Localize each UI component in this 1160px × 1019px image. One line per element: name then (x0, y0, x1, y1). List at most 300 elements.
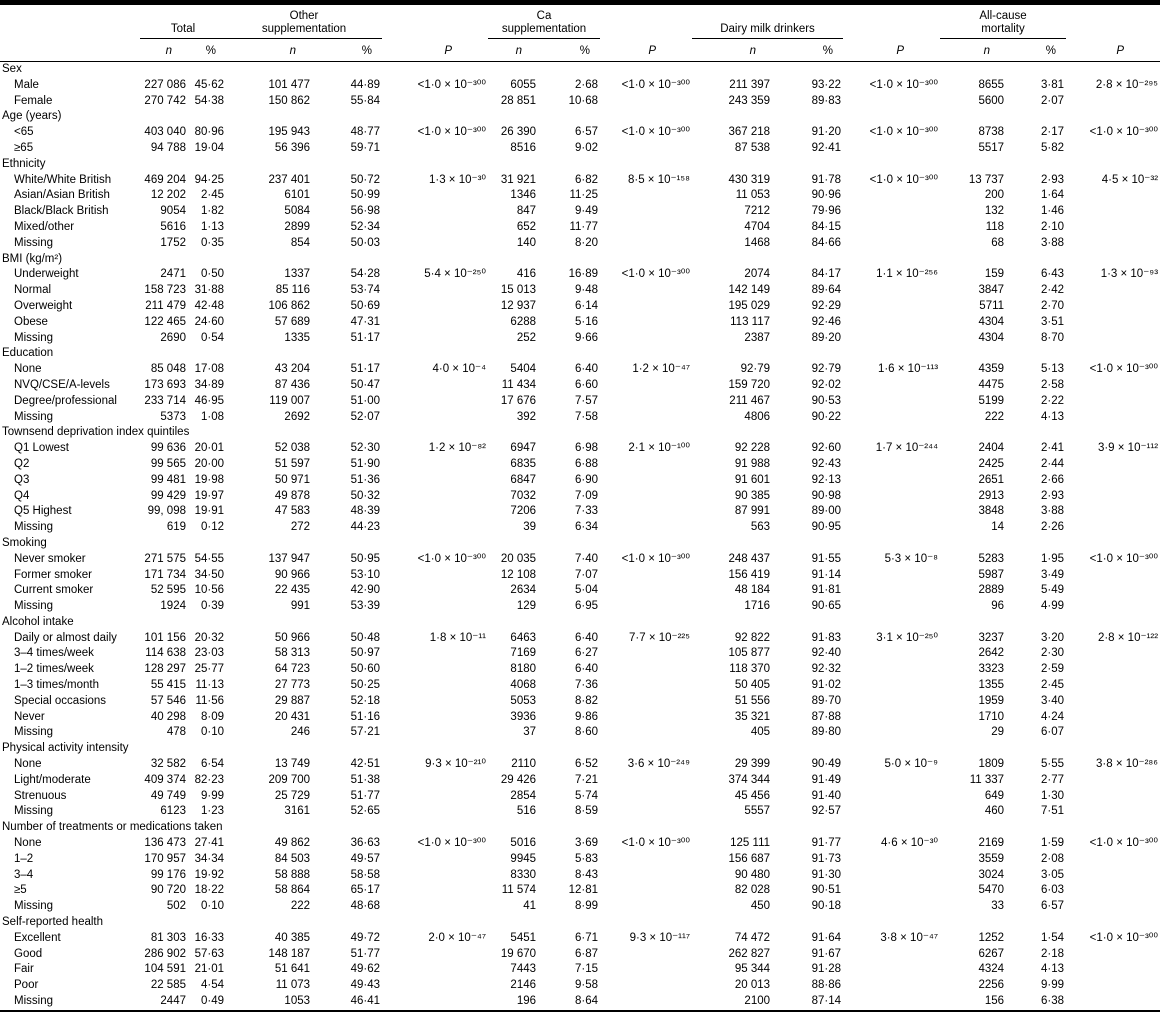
row-label: Missing (14, 410, 53, 423)
cell-other-supplementation-p: 5·4 × 10⁻²⁵⁰ (424, 268, 487, 281)
group-row (0, 536, 1160, 552)
cell-mortality-pct: 1·30 (1041, 789, 1065, 802)
cell-dairy-milk-n: 50 405 (734, 679, 771, 692)
table-row (0, 520, 1160, 536)
cell-total-pct: 1·23 (200, 805, 225, 818)
cell-total-n: 2447 (160, 995, 186, 1008)
cell-mortality-n: 29 (991, 726, 1005, 739)
row-label: Overweight (14, 299, 73, 312)
cell-other-supplementation-p (382, 473, 488, 489)
cell-total-n: 9054 (160, 205, 186, 218)
cell-mortality-n: 5470 (978, 884, 1005, 897)
cell-ca-supplementation-n: 4068 (510, 679, 537, 692)
header-total-n: n (140, 39, 188, 62)
cell-other-supplementation-p (382, 394, 488, 410)
cell-dairy-milk-p (843, 583, 940, 599)
row-label: <65 (14, 126, 34, 139)
cell-mortality-n: 3323 (978, 663, 1005, 676)
row-label: Obese (14, 315, 48, 328)
cell-other-supplementation-p (382, 678, 488, 694)
cell-dairy-milk-pct: 92·02 (811, 378, 842, 391)
header-dairy-milk-pct: % (772, 39, 843, 62)
cell-total-n: 469 204 (144, 173, 186, 186)
cell-other-supplementation-n: 58 888 (274, 868, 311, 881)
cell-ca-supplementation-p: 1·2 × 10⁻⁴⁷ (632, 363, 691, 376)
cell-dairy-milk-pct: 91·14 (811, 568, 842, 581)
cell-ca-supplementation-p: 9·3 × 10⁻¹¹⁷ (629, 931, 691, 944)
row-label: 1–2 (14, 852, 34, 865)
cell-total-pct: 23·03 (194, 647, 225, 660)
row-label: ≥5 (14, 884, 27, 897)
cell-ca-supplementation-n: 6947 (510, 442, 537, 455)
table-row (0, 725, 1160, 741)
table-row (0, 694, 1160, 710)
cell-total-n: 136 473 (144, 837, 186, 850)
cell-other-supplementation-n: 29 887 (274, 694, 311, 707)
cell-other-supplementation-n: 246 (290, 726, 311, 739)
cell-ca-supplementation-n: 20 035 (500, 552, 537, 565)
cell-other-supplementation-n: 49 878 (274, 489, 311, 502)
cell-total-n: 122 465 (144, 315, 186, 328)
cell-dairy-milk-pct: 91·77 (811, 837, 842, 850)
cell-dairy-milk-n: 11 053 (735, 189, 771, 202)
cell-dairy-milk-n: 4704 (744, 220, 771, 233)
cell-dairy-milk-n: 51 556 (734, 694, 771, 707)
cell-ca-supplementation-n: 652 (516, 220, 537, 233)
cell-other-supplementation-p: <1·0 × 10⁻³⁰⁰ (417, 837, 487, 850)
cell-other-supplementation-n: 50 966 (274, 631, 311, 644)
cell-total-pct: 0·35 (200, 236, 225, 249)
cell-dairy-milk-n: 92·79 (740, 363, 771, 376)
table-row (0, 899, 1160, 915)
cell-other-supplementation-n: 64 723 (274, 663, 311, 676)
cell-mortality-n: 159 (984, 268, 1005, 281)
group-label: Physical activity intensity (2, 742, 129, 755)
column-group-ca-supplementation-label: Ca supplementation (501, 10, 587, 35)
cell-other-supplementation-n: 119 007 (269, 394, 311, 407)
cell-dairy-milk-n: 156 419 (728, 568, 771, 581)
table-row (0, 599, 1160, 615)
cell-other-supplementation-p (382, 410, 488, 426)
group-row (0, 109, 1160, 125)
cell-ca-supplementation-pct: 8·64 (574, 995, 599, 1008)
cell-dairy-milk-p (843, 457, 940, 473)
cell-ca-supplementation-pct: 8·43 (574, 868, 599, 881)
group-row (0, 157, 1160, 173)
row-label: Excellent (14, 931, 61, 944)
cell-other-supplementation-p: 1·3 × 10⁻³⁰ (428, 173, 487, 186)
cell-mortality-p (1066, 378, 1160, 394)
cell-mortality-pct: 5·82 (1041, 141, 1065, 154)
cell-ca-supplementation-n: 129 (516, 600, 537, 613)
cell-total-pct: 2·45 (200, 189, 225, 202)
cell-other-supplementation-p: 4·0 × 10⁻⁴ (432, 363, 487, 376)
header-ca-supplementation-n: n (488, 39, 538, 62)
cell-ca-supplementation-n: 516 (516, 805, 537, 818)
cell-dairy-milk-pct: 92·43 (811, 457, 842, 470)
column-group-other-supplementation-label: Other supplementation (261, 10, 347, 35)
cell-total-n: 619 (166, 521, 186, 534)
column-group-total-label: Total (170, 22, 196, 35)
cell-dairy-milk-p: 5·3 × 10⁻⁸ (884, 552, 939, 565)
cell-ca-supplementation-pct: 6·57 (574, 126, 599, 139)
cell-dairy-milk-n: 113 117 (730, 315, 771, 328)
cell-dairy-milk-pct: 91·20 (811, 126, 842, 139)
cell-mortality-p: 2·8 × 10⁻¹²² (1097, 631, 1159, 644)
cell-mortality-pct: 2·59 (1041, 663, 1065, 676)
cell-mortality-pct: 5·55 (1041, 758, 1065, 771)
cell-ca-supplementation-n: 6847 (510, 473, 537, 486)
cell-mortality-p (1066, 583, 1160, 599)
cell-other-supplementation-n: 1335 (284, 331, 311, 344)
cell-ca-supplementation-p (600, 725, 692, 741)
table-row (0, 662, 1160, 678)
row-label: Never smoker (14, 552, 86, 565)
header-other-supplementation-pct: % (312, 39, 382, 62)
cell-dairy-milk-p (843, 694, 940, 710)
cell-ca-supplementation-p (600, 94, 692, 110)
cell-ca-supplementation-pct: 6·98 (574, 442, 599, 455)
row-label: Male (14, 78, 39, 91)
cell-mortality-pct: 2·30 (1041, 647, 1065, 660)
cell-ca-supplementation-p (600, 141, 692, 157)
cell-total-n: 403 040 (144, 126, 186, 139)
cell-dairy-milk-n: 142 149 (728, 284, 771, 297)
cell-total-n: 81 303 (150, 931, 186, 944)
cell-ca-supplementation-n: 847 (516, 205, 537, 218)
cell-mortality-pct: 3·81 (1041, 78, 1065, 91)
cell-other-supplementation-pct: 51·00 (350, 394, 381, 407)
cell-other-supplementation-p (382, 489, 488, 505)
table-row (0, 836, 1160, 852)
cell-ca-supplementation-p: <1·0 × 10⁻³⁰⁰ (621, 552, 691, 565)
row-label: Light/moderate (14, 773, 91, 786)
cell-total-n: 40 298 (150, 710, 186, 723)
cell-dairy-milk-n: 92 228 (734, 442, 771, 455)
cell-other-supplementation-pct: 44·23 (350, 521, 381, 534)
cell-dairy-milk-p: 3·8 × 10⁻⁴⁷ (880, 931, 939, 944)
cell-other-supplementation-p (382, 299, 488, 315)
cell-other-supplementation-n: 2692 (284, 410, 311, 423)
cell-other-supplementation-pct: 44·89 (350, 78, 381, 91)
row-label: Black/Black British (14, 205, 109, 218)
cell-mortality-p (1066, 94, 1160, 110)
cell-dairy-milk-n: 374 344 (728, 773, 771, 786)
cell-dairy-milk-pct: 89·64 (811, 284, 842, 297)
table-row (0, 804, 1160, 820)
cell-mortality-pct: 6·38 (1041, 995, 1065, 1008)
row-label: 3–4 times/week (14, 647, 94, 660)
cell-other-supplementation-n: 195 943 (268, 126, 311, 139)
cell-other-supplementation-n: 106 862 (268, 299, 311, 312)
cell-mortality-pct: 2·17 (1041, 126, 1065, 139)
cell-mortality-p (1066, 599, 1160, 615)
cell-total-n: 1924 (160, 600, 186, 613)
cell-mortality-n: 2913 (978, 489, 1005, 502)
cell-mortality-pct: 4·13 (1041, 410, 1065, 423)
group-label: Education (2, 347, 54, 360)
cell-other-supplementation-n: 43 204 (274, 363, 311, 376)
cell-dairy-milk-pct: 92·32 (811, 663, 842, 676)
cell-dairy-milk-n: 87 538 (734, 141, 771, 154)
row-label: 3–4 (14, 868, 34, 881)
cell-other-supplementation-p (382, 868, 488, 884)
cell-mortality-pct: 3·20 (1041, 631, 1065, 644)
cell-mortality-pct: 2·44 (1041, 457, 1065, 470)
cell-dairy-milk-pct: 92·60 (811, 442, 842, 455)
cell-other-supplementation-pct: 42·51 (350, 758, 381, 771)
cell-ca-supplementation-pct: 11·25 (569, 189, 599, 202)
cell-other-supplementation-p (382, 962, 488, 978)
group-label: BMI (kg/m²) (2, 252, 63, 265)
cell-mortality-n: 68 (991, 236, 1005, 249)
cell-ca-supplementation-n: 12 108 (500, 568, 537, 581)
cell-other-supplementation-pct: 58·58 (350, 868, 381, 881)
column-subheader-row (0, 39, 1160, 62)
cell-ca-supplementation-n: 1346 (510, 189, 537, 202)
cell-dairy-milk-n: 156 687 (728, 852, 771, 865)
cell-mortality-pct: 1·46 (1041, 205, 1065, 218)
cell-dairy-milk-p (843, 520, 940, 536)
table-row (0, 773, 1160, 789)
cell-dairy-milk-pct: 90·18 (811, 900, 842, 913)
cell-total-pct: 21·01 (194, 963, 225, 976)
cell-ca-supplementation-n: 11 434 (501, 378, 537, 391)
table-row (0, 978, 1160, 994)
cell-total-pct: 34·89 (194, 378, 225, 391)
cell-dairy-milk-n: 1468 (744, 236, 771, 249)
cell-dairy-milk-n: 1716 (744, 600, 771, 613)
cell-other-supplementation-p: 2·0 × 10⁻⁴⁷ (428, 931, 487, 944)
cell-dairy-milk-p (843, 331, 940, 347)
cell-total-pct: 1·82 (200, 205, 225, 218)
cell-ca-supplementation-n: 26 390 (500, 126, 537, 139)
table-row (0, 489, 1160, 505)
row-label: Q1 Lowest (14, 442, 69, 455)
cell-other-supplementation-n: 272 (290, 521, 311, 534)
cell-mortality-n: 1710 (978, 710, 1005, 723)
cell-other-supplementation-p (382, 520, 488, 536)
cell-total-pct: 54·55 (194, 552, 225, 565)
cell-other-supplementation-p (382, 852, 488, 868)
cell-mortality-p (1066, 204, 1160, 220)
cell-total-pct: 80·96 (194, 126, 225, 139)
cell-dairy-milk-n: 2387 (744, 331, 771, 344)
cell-total-n: 286 902 (144, 947, 186, 960)
cell-other-supplementation-pct: 47·31 (350, 315, 381, 328)
cell-dairy-milk-n: 45 456 (734, 789, 771, 802)
row-label: White/White British (14, 173, 112, 186)
cell-dairy-milk-p: 3·1 × 10⁻²⁵⁰ (876, 631, 939, 644)
table-row (0, 457, 1160, 473)
cell-dairy-milk-pct: 91·49 (811, 773, 842, 786)
cell-mortality-p (1066, 962, 1160, 978)
cell-mortality-p: <1·0 × 10⁻³⁰⁰ (1089, 552, 1159, 565)
cell-mortality-n: 132 (984, 205, 1005, 218)
cell-dairy-milk-n: 92 822 (734, 631, 771, 644)
cell-mortality-pct: 4·99 (1041, 600, 1065, 613)
cell-dairy-milk-p (843, 883, 940, 899)
cell-ca-supplementation-pct: 2·68 (574, 78, 599, 91)
cell-ca-supplementation-pct: 9·48 (574, 284, 599, 297)
cell-mortality-pct: 6·07 (1041, 726, 1065, 739)
cell-mortality-p (1066, 646, 1160, 662)
cell-other-supplementation-p (382, 583, 488, 599)
cell-other-supplementation-pct: 51·77 (350, 789, 381, 802)
cell-dairy-milk-p (843, 646, 940, 662)
cell-total-pct: 17·08 (194, 363, 225, 376)
cell-mortality-n: 2642 (978, 647, 1005, 660)
cell-dairy-milk-pct: 91·73 (811, 852, 842, 865)
row-label: Missing (14, 805, 53, 818)
cell-total-pct: 25·77 (194, 663, 225, 676)
cell-dairy-milk-p (843, 473, 940, 489)
cell-dairy-milk-n: 2100 (744, 995, 771, 1008)
cell-ca-supplementation-p (600, 331, 692, 347)
cell-total-pct: 8·09 (200, 710, 225, 723)
group-label: Smoking (2, 536, 47, 549)
cell-other-supplementation-p (382, 694, 488, 710)
table-row (0, 883, 1160, 899)
cell-total-pct: 1·08 (200, 410, 225, 423)
cell-dairy-milk-p (843, 789, 940, 805)
group-row (0, 346, 1160, 362)
cell-ca-supplementation-pct: 5·83 (574, 852, 599, 865)
cell-total-pct: 82·23 (194, 773, 225, 786)
cell-ca-supplementation-p (600, 678, 692, 694)
cell-other-supplementation-p (382, 978, 488, 994)
cell-total-n: 211 479 (145, 299, 186, 312)
cell-dairy-milk-n: 82 028 (734, 884, 771, 897)
cell-total-pct: 0·10 (200, 726, 225, 739)
cell-dairy-milk-p: 1·7 × 10⁻²⁴⁴ (875, 442, 939, 455)
cell-ca-supplementation-n: 6055 (510, 78, 537, 91)
cell-total-n: 170 957 (144, 852, 186, 865)
group-row (0, 820, 1160, 836)
cell-total-n: 99 636 (150, 442, 186, 455)
cell-dairy-milk-n: 430 319 (728, 173, 771, 186)
row-label: Q3 (14, 473, 30, 486)
cell-ca-supplementation-n: 6835 (510, 457, 537, 470)
cell-mortality-n: 3847 (978, 284, 1005, 297)
cell-ca-supplementation-pct: 6·27 (574, 647, 599, 660)
cell-ca-supplementation-p (600, 804, 692, 820)
cell-mortality-pct: 2·07 (1041, 94, 1065, 107)
cell-ca-supplementation-n: 17 676 (500, 394, 537, 407)
cell-other-supplementation-p (382, 568, 488, 584)
cell-ca-supplementation-pct: 7·07 (574, 568, 599, 581)
cell-other-supplementation-pct: 50·03 (350, 236, 381, 249)
cell-mortality-pct: 2·42 (1041, 284, 1065, 297)
corner-cell (0, 3, 140, 39)
cell-other-supplementation-p (382, 804, 488, 820)
cell-total-pct: 0·50 (200, 268, 225, 281)
cell-mortality-n: 2404 (978, 442, 1005, 455)
cell-dairy-milk-p: <1·0 × 10⁻³⁰⁰ (869, 126, 939, 139)
cell-ca-supplementation-pct: 7·40 (574, 552, 599, 565)
cell-other-supplementation-pct: 56·98 (350, 205, 381, 218)
cell-other-supplementation-pct: 49·72 (350, 931, 381, 944)
cell-other-supplementation-pct: 51·17 (350, 363, 381, 376)
cell-mortality-n: 4304 (978, 331, 1005, 344)
row-label: Fair (14, 963, 34, 976)
cell-total-pct: 6·54 (200, 758, 225, 771)
cell-total-n: 171 734 (144, 568, 186, 581)
row-label: Current smoker (14, 584, 94, 597)
cell-dairy-milk-pct: 90·65 (811, 600, 842, 613)
cell-ca-supplementation-pct: 9·02 (574, 141, 599, 154)
cell-total-pct: 18·22 (194, 884, 225, 897)
cell-ca-supplementation-p (600, 599, 692, 615)
cell-total-n: 57 546 (150, 694, 186, 707)
cell-dairy-milk-n: 248 437 (728, 552, 771, 565)
cell-ca-supplementation-p (600, 283, 692, 299)
cell-dairy-milk-p (843, 773, 940, 789)
cell-other-supplementation-pct: 49·62 (350, 963, 381, 976)
cell-ca-supplementation-p: 3·6 × 10⁻²⁴⁹ (627, 758, 691, 771)
cell-mortality-n: 13 737 (968, 173, 1005, 186)
cell-mortality-n: 11 337 (969, 773, 1005, 786)
cell-other-supplementation-pct: 50·48 (350, 631, 381, 644)
cell-other-supplementation-n: 25 729 (274, 789, 311, 802)
cell-dairy-milk-p (843, 220, 940, 236)
cell-ca-supplementation-n: 31 921 (500, 173, 537, 186)
cell-ca-supplementation-p (600, 583, 692, 599)
cell-dairy-milk-p (843, 868, 940, 884)
cell-other-supplementation-pct: 50·99 (350, 189, 381, 202)
cell-mortality-n: 33 (991, 900, 1005, 913)
cell-dairy-milk-p (843, 978, 940, 994)
row-label: None (14, 363, 42, 376)
row-label: Female (14, 94, 53, 107)
cell-ca-supplementation-n: 2854 (510, 789, 537, 802)
table-row (0, 299, 1160, 315)
cell-other-supplementation-n: 148 187 (268, 947, 311, 960)
cell-mortality-n: 5199 (978, 394, 1005, 407)
cell-total-pct: 1·13 (200, 220, 225, 233)
table-row (0, 315, 1160, 331)
cell-dairy-milk-p (843, 378, 940, 394)
cell-ca-supplementation-pct: 10·68 (568, 94, 599, 107)
cell-other-supplementation-p (382, 599, 488, 615)
cell-ca-supplementation-n: 6288 (510, 315, 537, 328)
row-label: Degree/professional (14, 394, 117, 407)
cell-total-pct: 27·41 (194, 837, 225, 850)
table-row (0, 789, 1160, 805)
cell-ca-supplementation-p (600, 489, 692, 505)
cell-mortality-n: 5711 (979, 299, 1005, 312)
cell-other-supplementation-n: 11 073 (275, 979, 311, 992)
table-row (0, 473, 1160, 489)
header-other-supplementation-n: n (226, 39, 312, 62)
cell-dairy-milk-pct: 92·41 (811, 141, 842, 154)
cell-dairy-milk-pct: 91·83 (811, 631, 842, 644)
cell-dairy-milk-n: 105 877 (728, 647, 771, 660)
row-label: 1–3 times/month (14, 679, 100, 692)
cell-total-n: 85 048 (150, 363, 186, 376)
cell-other-supplementation-pct: 48·77 (350, 126, 381, 139)
cell-ca-supplementation-n: 2634 (510, 584, 537, 597)
group-label: Age (years) (2, 110, 62, 123)
cell-mortality-p (1066, 331, 1160, 347)
cell-ca-supplementation-p (600, 299, 692, 315)
cell-ca-supplementation-n: 196 (516, 995, 537, 1008)
cell-dairy-milk-p: 5·0 × 10⁻⁹ (884, 758, 939, 771)
cell-dairy-milk-pct: 87·88 (811, 710, 842, 723)
cell-total-pct: 0·54 (200, 331, 225, 344)
table-row (0, 931, 1160, 947)
cell-other-supplementation-n: 40 385 (274, 931, 311, 944)
